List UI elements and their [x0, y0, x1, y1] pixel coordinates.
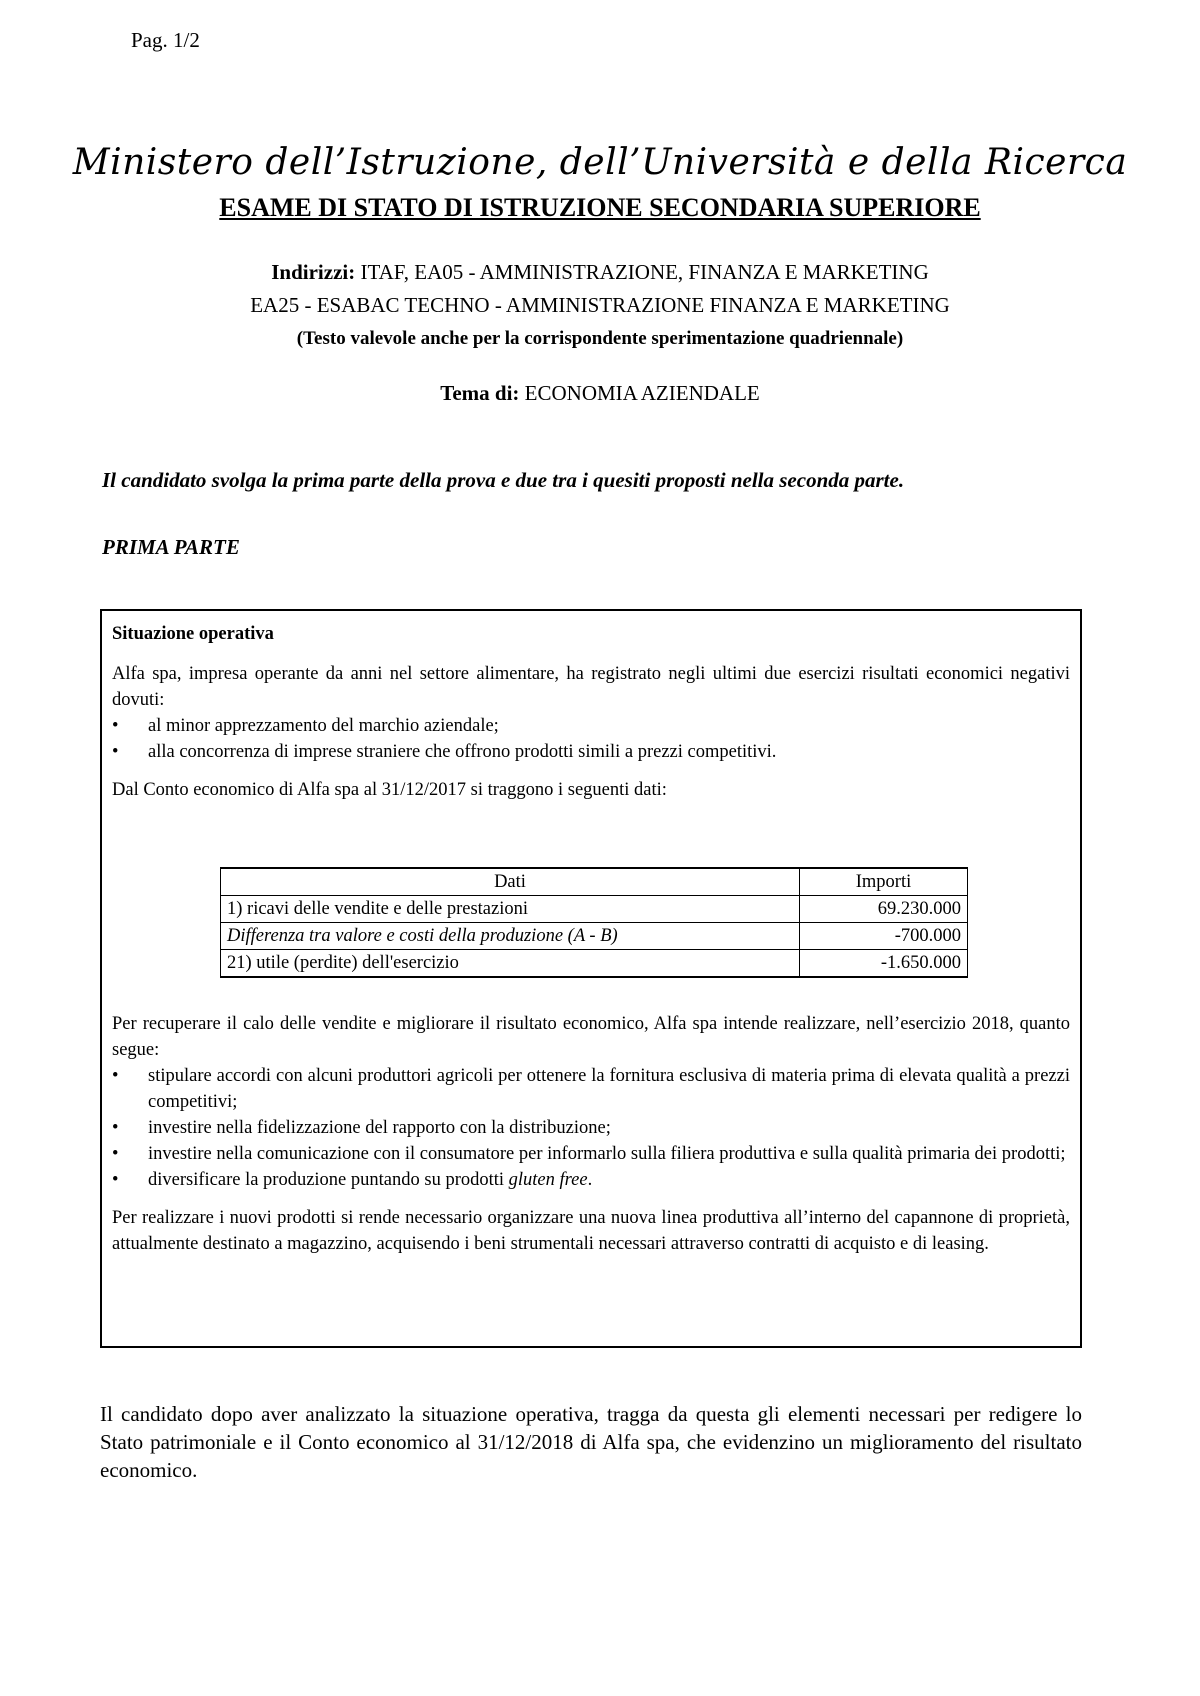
situazione-box: [100, 609, 1082, 1348]
data-table: [220, 867, 968, 978]
exam-title: ESAME DI STATO DI ISTRUZIONE SECONDARIA SUPERIORE: [219, 193, 981, 222]
conto-text: Dal Conto economico di Alfa spa al 31/12/2017 si traggono i seguenti dati:: [112, 780, 667, 800]
situazione-content-lower: [112, 1011, 1070, 1257]
section-title: PRIMA PARTE: [102, 535, 240, 559]
tema-label: Tema di:: [440, 381, 520, 405]
page-number: Pag. 1/2: [131, 28, 200, 52]
validity-note: (Testo valevole anche per la corrispondente sperimentazione quadriennale): [296, 328, 904, 349]
closing-text: Per realizzare i nuovi prodotti si rende necessario organizzare una nuova linea produttiva all’interno del capannone di proprietà, attualmente destinato a magazzino, acquisendo i beni strumentali necessari attraverso contratti di acquisto e di leasing.: [112, 1208, 1070, 1254]
table-cell-value: -700.000: [800, 923, 968, 950]
situazione-intro: Alfa spa, impresa operante da anni nel settore alimentare, ha registrato negli ultimi due esercizi risultati economici negativi dovuti:: [112, 664, 1070, 710]
table-header-importi: Importi: [800, 868, 968, 896]
actions-list: [112, 1063, 1070, 1193]
list-item: • investire nella comunicazione con il consumatore per informarlo sulla filiera produttiva e sulla qualità primaria dei prodotti;: [112, 1141, 1070, 1167]
list-item: • al minor apprezzamento del marchio aziendale;: [112, 713, 1070, 739]
conclusion-text: Il candidato dopo aver analizzato la situazione operativa, tragga da questa gli elementi necessari per redigere lo Stato patrimoniale e il Conto economico al 31/12/2018 di Alfa spa, che evidenzino un miglioramento del risultato economico.: [100, 1402, 1082, 1482]
indirizzi-label: Indirizzi:: [271, 260, 356, 284]
instructions: Il candidato svolga la prima parte della prova e due tra i quesiti proposti nella seconda parte.: [102, 468, 905, 492]
table-cell-label: 1) ricavi delle vendite e delle prestazioni: [221, 896, 800, 923]
table-cell-label: Differenza tra valore e costi della produzione (A - B): [221, 923, 800, 950]
list-item: • investire nella fidelizzazione del rapporto con la distribuzione;: [112, 1115, 1070, 1141]
tema-value: ECONOMIA AZIENDALE: [524, 381, 760, 405]
table-header-row: [221, 868, 968, 896]
list-item: • alla concorrenza di imprese straniere che offrono prodotti simili a prezzi competitivi.: [112, 739, 1070, 765]
list-item: • stipulare accordi con alcuni produttori agricoli per ottenere la fornitura esclusiva di materia prima di elevata qualità a prezzi competitivi;: [112, 1063, 1070, 1115]
tema-line: [0, 381, 1200, 406]
list-item: • diversificare la produzione puntando su prodotti gluten free.: [112, 1167, 1070, 1193]
indirizzi-value: ITAF, EA05 - AMMINISTRAZIONE, FINANZA E MARKETING: [360, 260, 929, 284]
recupero-text: Per recuperare il calo delle vendite e migliorare il risultato economico, Alfa spa intende realizzare, nell’esercizio 2018, quanto segue:: [112, 1014, 1070, 1060]
indirizzi-line: [0, 260, 1200, 285]
causes-list: [112, 713, 1070, 765]
table-cell-value: 69.230.000: [800, 896, 968, 923]
bullet-icon: •: [112, 742, 119, 762]
situazione-title: Situazione operativa: [112, 624, 274, 644]
table-cell-label: 21) utile (perdite) dell'esercizio: [221, 950, 800, 978]
bullet-icon: •: [112, 1170, 119, 1190]
indirizzi-line-2: EA25 - ESABAC TECHNO - AMMINISTRAZIONE FINANZA E MARKETING: [250, 293, 950, 317]
table-header-dati: Dati: [221, 868, 800, 896]
table-row: [221, 896, 968, 923]
bullet-icon: •: [112, 1066, 119, 1086]
table-row: [221, 950, 968, 978]
bullet-icon: •: [112, 716, 119, 736]
bullet-icon: •: [112, 1144, 119, 1164]
bullet-icon: •: [112, 1118, 119, 1138]
ministry-title: Ministero dell’Istruzione, dell’Università e della Ricerca: [72, 142, 1128, 183]
table-cell-value: -1.650.000: [800, 950, 968, 978]
table-row: [221, 923, 968, 950]
situazione-content: [112, 621, 1070, 803]
